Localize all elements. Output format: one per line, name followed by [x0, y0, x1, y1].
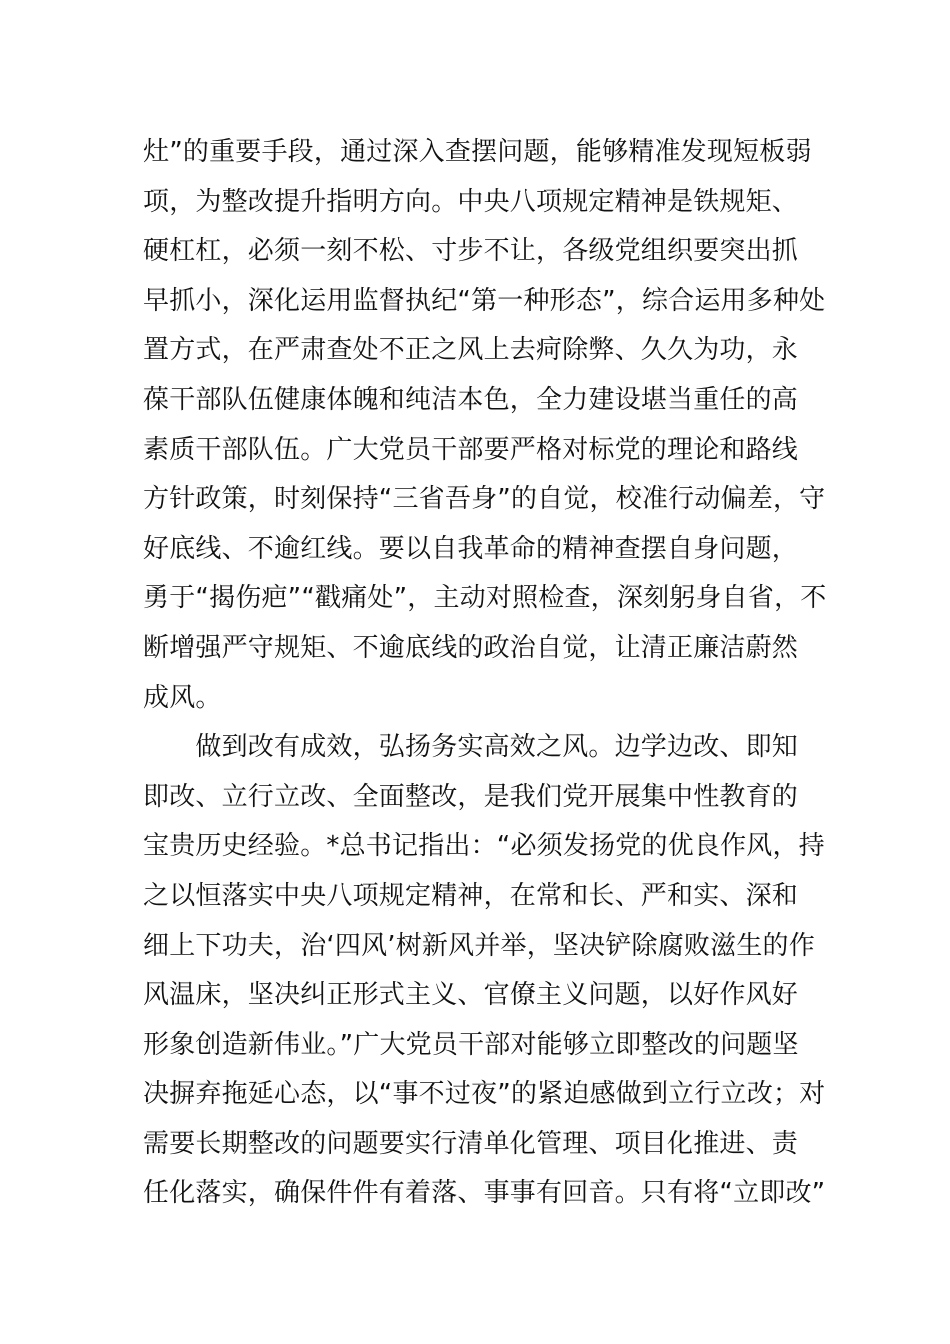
text-line: 之以恒落实中央八项规定精神，在常和长、严和实、深和	[143, 880, 799, 911]
text-line: 断增强严守规矩、不逾底线的政治自觉，让清正廉洁蔚然	[143, 632, 799, 663]
text-line: 方针政策，时刻保持“三省吾身”的自觉，校准行动偏差，守	[143, 484, 826, 515]
text-line: 素质干部队伍。广大党员干部要严格对标党的理论和路线	[143, 434, 799, 465]
text-line: 勇于“揭伤疤”“戳痛处”，主动对照检查，深刻躬身自省，不	[143, 583, 827, 614]
text-line: 早抓小，深化运用监督执纪“第一种形态”，综合运用多种处	[143, 285, 826, 316]
text-line: 成风。	[143, 682, 222, 713]
text-line: 好底线、不逾红线。要以自我革命的精神查摆自身问题，	[143, 533, 799, 564]
text-line: 即改、立行立改、全面整改，是我们党开展集中性教育的	[143, 781, 799, 812]
text-line: 项，为整改提升指明方向。中央八项规定精神是铁规矩、	[143, 186, 799, 217]
text-line: 硬杠杠，必须一刻不松、寸步不让，各级党组织要突出抓	[143, 236, 799, 267]
text-line: 风温床，坚决纠正形式主义、官僚主义问题，以好作风好	[143, 980, 799, 1011]
text-line: 宝贵历史经验。*总书记指出：“必须发扬党的优良作风，持	[143, 831, 825, 862]
body-text	[143, 128, 827, 1219]
text-line: 细上下功夫，治‘四风’树新风并举，坚决铲除腐败滋生的作	[143, 930, 815, 961]
text-line: 灶”的重要手段，通过深入查摆问题，能够精准发现短板弱	[143, 137, 812, 167]
text-line: 决摒弃拖延心态，以“事不过夜”的紧迫感做到立行立改；对	[143, 1079, 826, 1110]
text-line: 做到改有成效，弘扬务实高效之风。边学边改、即知	[143, 732, 799, 763]
text-line: 葆干部队伍健康体魄和纯洁本色，全力建设堪当重任的高	[143, 384, 799, 415]
text-line: 需要长期整改的问题要实行清单化管理、项目化推进、责	[143, 1128, 799, 1159]
text-line: 置方式，在严肃查处不正之风上去疴除弊、久久为功，永	[143, 335, 799, 366]
text-line: 形象创造新伟业。”广大党员干部对能够立即整改的问题坚	[143, 1029, 799, 1060]
text-line: 任化落实，确保件件有着落、事事有回音。只有将“立即改”	[143, 1178, 826, 1209]
